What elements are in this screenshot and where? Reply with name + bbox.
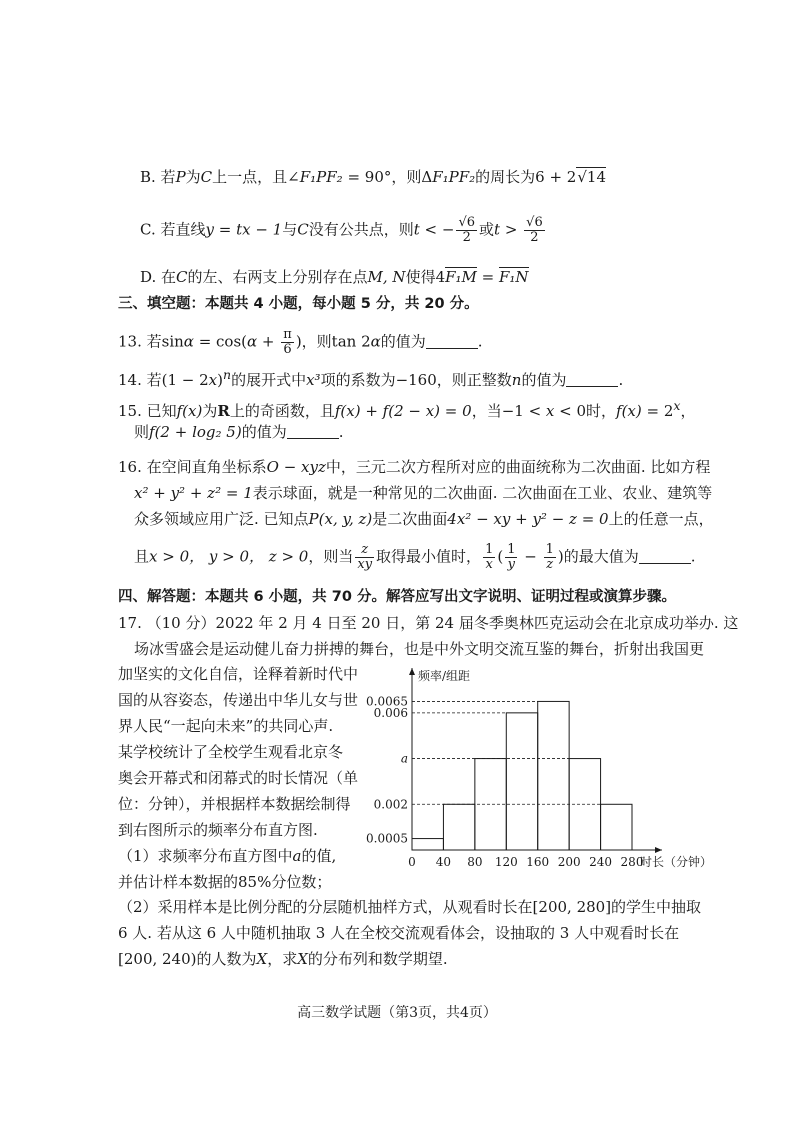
question-17-line4: 国的从容姿态，传递出中华儿女与世 (118, 691, 359, 709)
question-16-line3 (134, 508, 714, 530)
q15-text5: < 0时， (554, 402, 617, 420)
q13-text: 13. 若sin (118, 332, 184, 351)
y-axis-arrow (409, 668, 415, 675)
question-15 (118, 395, 695, 422)
option-d-text2: 的左、右两支上分别存在点 (187, 268, 368, 286)
option-c-text3: 没有公共点，则 (308, 220, 414, 239)
var-x-upper: X (297, 950, 308, 968)
option-b-text: B. 若 (140, 168, 176, 186)
option-b (140, 166, 606, 188)
x-tick-label: 160 (526, 855, 550, 869)
y-tick-label: 0.002 (373, 797, 408, 812)
reals-r: R (217, 402, 230, 420)
eq-sign: = (476, 268, 499, 286)
q14-text: 14. 若(1 − 2 (118, 371, 209, 389)
fx: f(x) (176, 402, 203, 420)
histogram-bar (506, 713, 537, 850)
x-axis-label: 时长（分钟） (640, 855, 713, 869)
point-p: P(x, y, z) (308, 510, 373, 528)
fraction-1-x (483, 543, 495, 572)
question-17-line7: 奥会开幕式和闭幕式的时长情况（单 (118, 769, 359, 787)
exponent-x: x (673, 398, 681, 413)
paren-open: ( (497, 547, 504, 566)
x-tick-label: 120 (494, 855, 518, 869)
fraction-1-y (505, 543, 517, 572)
vector-f1m: F₁M (445, 268, 477, 286)
option-b-eq: = 90°，则Δ (342, 168, 433, 186)
var-x-upper: X (256, 950, 268, 968)
frequency-histogram (352, 660, 713, 882)
q17-p2-text2: ，求 (267, 950, 298, 968)
surface-eq: 4x² − xy + y² − z = 0 (447, 510, 609, 528)
frac-den: 2 (462, 230, 471, 245)
q16-text: 16. 在空间直角坐标系 (118, 458, 267, 476)
period: . (618, 371, 624, 389)
fraction-sqrt6-2 (456, 216, 477, 245)
fx: f(x) (616, 402, 642, 420)
page-footer: 高三数学试题（第3页，共4页） (297, 1005, 497, 1021)
plus: + (257, 332, 280, 351)
period: . (338, 423, 344, 441)
var-t: t (413, 220, 420, 239)
q16-l4-text4: 的最大值为 (563, 547, 639, 566)
y-tick-label: 0.0065 (366, 694, 408, 709)
curve-c: C (297, 220, 309, 239)
q15-eq: = 2 (641, 402, 674, 420)
triangle-expr: F₁PF₂ (432, 168, 476, 186)
question-17-part2-line3 (118, 948, 448, 970)
period: . (477, 332, 483, 351)
histogram-bar (601, 804, 632, 850)
question-17-line5: 界人民“一起向未来”的共同心声. (118, 717, 334, 735)
section-4-heading: 四、解答题：本题共 6 小题，共 70 分。解答应写出文字说明、证明过程或演算步骤。 (118, 589, 676, 605)
q17-p1-text: （1）求频率分布直方图中 (118, 847, 293, 865)
option-c (140, 216, 547, 245)
question-16-line2 (134, 482, 712, 504)
q13-text2: = cos( (193, 332, 248, 351)
y-tick-label: 0.0005 (366, 831, 408, 846)
q16-l3-text2: 是二次曲面 (372, 510, 448, 528)
x-cubed: x³ (306, 371, 321, 389)
q15-text: 15. 已知 (118, 402, 177, 420)
var-x: x (545, 402, 555, 420)
x-axis-arrow (655, 847, 662, 853)
q15-text2: 为 (202, 402, 218, 420)
q16-l4-text3: 取得最小值时， (376, 547, 482, 566)
frac-den: 6 (283, 342, 292, 357)
alpha: α (183, 332, 194, 351)
q13-text4: 的值为 (380, 332, 426, 351)
curve-c: C (200, 168, 213, 186)
question-14 (118, 364, 623, 391)
histogram-bar (412, 839, 443, 850)
frac-den: xy (357, 557, 373, 572)
frac-den: x (485, 557, 493, 572)
option-c-text: C. 若直线 (140, 220, 206, 239)
question-17-line9: 到右图所示的频率分布直方图. (118, 821, 318, 839)
fraction-pi-6 (281, 328, 294, 357)
x-tick-label: 280 (620, 855, 644, 869)
q14-text3: 项的系数为−160，则正整数 (320, 371, 512, 389)
period: . (690, 547, 696, 566)
comma: ， (680, 402, 696, 420)
question-17-line3: 加坚实的文化自信，诠释着新时代中 (118, 665, 359, 683)
alpha: α (370, 332, 381, 351)
paren-close: ) (557, 547, 564, 566)
question-15-line2 (134, 421, 343, 443)
q16-l3-text3: 上的任意一点， (608, 510, 714, 528)
q15-text4: ，当−1 < (471, 402, 546, 420)
frac-num: π (283, 327, 292, 342)
x-tick-label: 240 (589, 855, 613, 869)
question-17-line8: 位：分钟），并根据样本数据绘制得 (118, 795, 351, 813)
q17-p2-text: [200, 240)的人数为 (118, 950, 257, 968)
vector-f1n: F₁N (499, 268, 529, 286)
f-expr: f(2 + log₂ 5) (149, 423, 242, 441)
question-17-part1 (118, 845, 336, 867)
question-17-part2-line2: 6 人. 若从这 6 人中随机抽取 3 人在全校交流观看体会，设抽取的 3 人中观看时长在 (118, 924, 680, 942)
coord-system: O − xyz (266, 458, 326, 476)
option-b-text4: 的周长为6 + 2 (475, 168, 577, 186)
frac-num: 1 (545, 542, 554, 557)
x-tick-label: 200 (557, 855, 581, 869)
var-t: t (494, 220, 501, 239)
q16-text2: 中，三元二次方程所对应的曲面统称为二次曲面. 比如方程 (325, 458, 711, 476)
q17-p2-text3: 的分布列和数学期望. (307, 950, 448, 968)
x-tick-label: 0 (408, 855, 416, 869)
option-c-text2: 与 (282, 220, 298, 239)
histogram-bar (443, 804, 474, 850)
q14-text4: 的值为 (521, 371, 567, 389)
q15-l2-text: 则 (134, 423, 150, 441)
frac-den: y (507, 557, 516, 572)
option-d (140, 266, 529, 288)
question-13 (118, 328, 483, 357)
var-x: x (208, 371, 218, 389)
question-17-line2: 场冰雪盛会是运动健儿奋力拼搏的舞台，也是中外文明交流互鉴的舞台，折射出我国更 (134, 640, 705, 658)
q16-l3-text: 众多领域应用广泛. 已知点 (134, 510, 309, 528)
x-tick-label: 80 (467, 855, 483, 869)
x-tick-label: 40 (435, 855, 452, 869)
q16-l2-text: 表示球面，就是一种常见的二次曲面. 二次曲面在工业、农业、建筑等 (252, 484, 713, 502)
frac-den: z (546, 557, 554, 572)
option-b-text3: 上一点，且∠ (212, 168, 300, 186)
y-axis-label: 频率/组距 (418, 669, 471, 683)
question-17-line6: 某学校统计了全校学生观看北京冬 (118, 743, 344, 761)
curve-c: C (176, 268, 188, 286)
answer-blank[interactable] (426, 334, 478, 349)
angle-expr: F₁PF₂ (299, 168, 343, 186)
exponent-n: n (223, 367, 232, 382)
q14-text2: 的展开式中 (231, 371, 307, 389)
point-p: P (175, 168, 186, 186)
option-d-text3: 使得4 (405, 268, 446, 286)
frac-num: √6 (526, 215, 543, 230)
option-d-text: D. 在 (140, 268, 177, 286)
fraction-sqrt6-2 (524, 216, 545, 245)
q13-text3: )，则tan 2 (295, 332, 371, 351)
question-17-part2: （2）采用样本是比例分配的分层随机抽样方式，从观看时长在[200, 280]的学生中抽取 (118, 898, 702, 916)
paren: ) (217, 371, 223, 389)
sqrt-14: √14 (577, 168, 606, 186)
q17-p1-text2: 的值, (301, 847, 337, 865)
frac-num: √6 (458, 215, 475, 230)
question-16-line4 (134, 543, 696, 572)
sphere-eq: x² + y² + z² = 1 (134, 484, 253, 502)
line-expr: y = tx − 1 (205, 220, 283, 239)
question-17-part1-line2: 并估计样本数据的85%分位数； (118, 873, 332, 891)
q16-l4-text: 且 (134, 547, 150, 566)
points-mn: M, N (367, 268, 406, 286)
frac-den: 2 (530, 230, 539, 245)
q15-l2-text2: 的值为 (241, 423, 287, 441)
frac-num: 1 (485, 542, 494, 557)
section-3-heading: 三、填空题：本题共 4 小题，每小题 5 分，共 20 分。 (118, 296, 479, 312)
q16-l4-text2: ，则当 (308, 547, 354, 566)
option-b-text2: 为 (185, 168, 201, 186)
minus: − (519, 547, 542, 566)
alpha: α (247, 332, 258, 351)
y-tick-label: a (400, 751, 408, 766)
histogram-bar (538, 701, 569, 850)
var-a: a (292, 847, 302, 865)
frac-num: 1 (507, 542, 516, 557)
fraction-z-xy (355, 543, 374, 572)
fraction-1-z (544, 543, 556, 572)
answer-blank[interactable] (639, 549, 691, 564)
q15-text3: 上的奇函数，且 (229, 402, 335, 420)
gt-sign: > (500, 220, 523, 239)
var-n: n (511, 371, 522, 389)
positivity-cond: x > 0， y > 0， z > 0 (149, 547, 309, 566)
functional-eq: f(x) + f(2 − x) = 0 (334, 402, 472, 420)
frac-num: z (355, 543, 374, 558)
answer-blank[interactable] (566, 372, 618, 387)
question-17-line1: 17. （10 分）2022 年 2 月 4 日至 20 日，第 24 届冬季奥林匹克运动会在北京成功举办. 这 (118, 614, 739, 632)
question-16 (118, 456, 710, 478)
lt-sign: < − (419, 220, 455, 239)
y-tick-label: 0.006 (373, 705, 408, 720)
or-text: 或 (479, 220, 495, 239)
answer-blank[interactable] (287, 424, 339, 439)
